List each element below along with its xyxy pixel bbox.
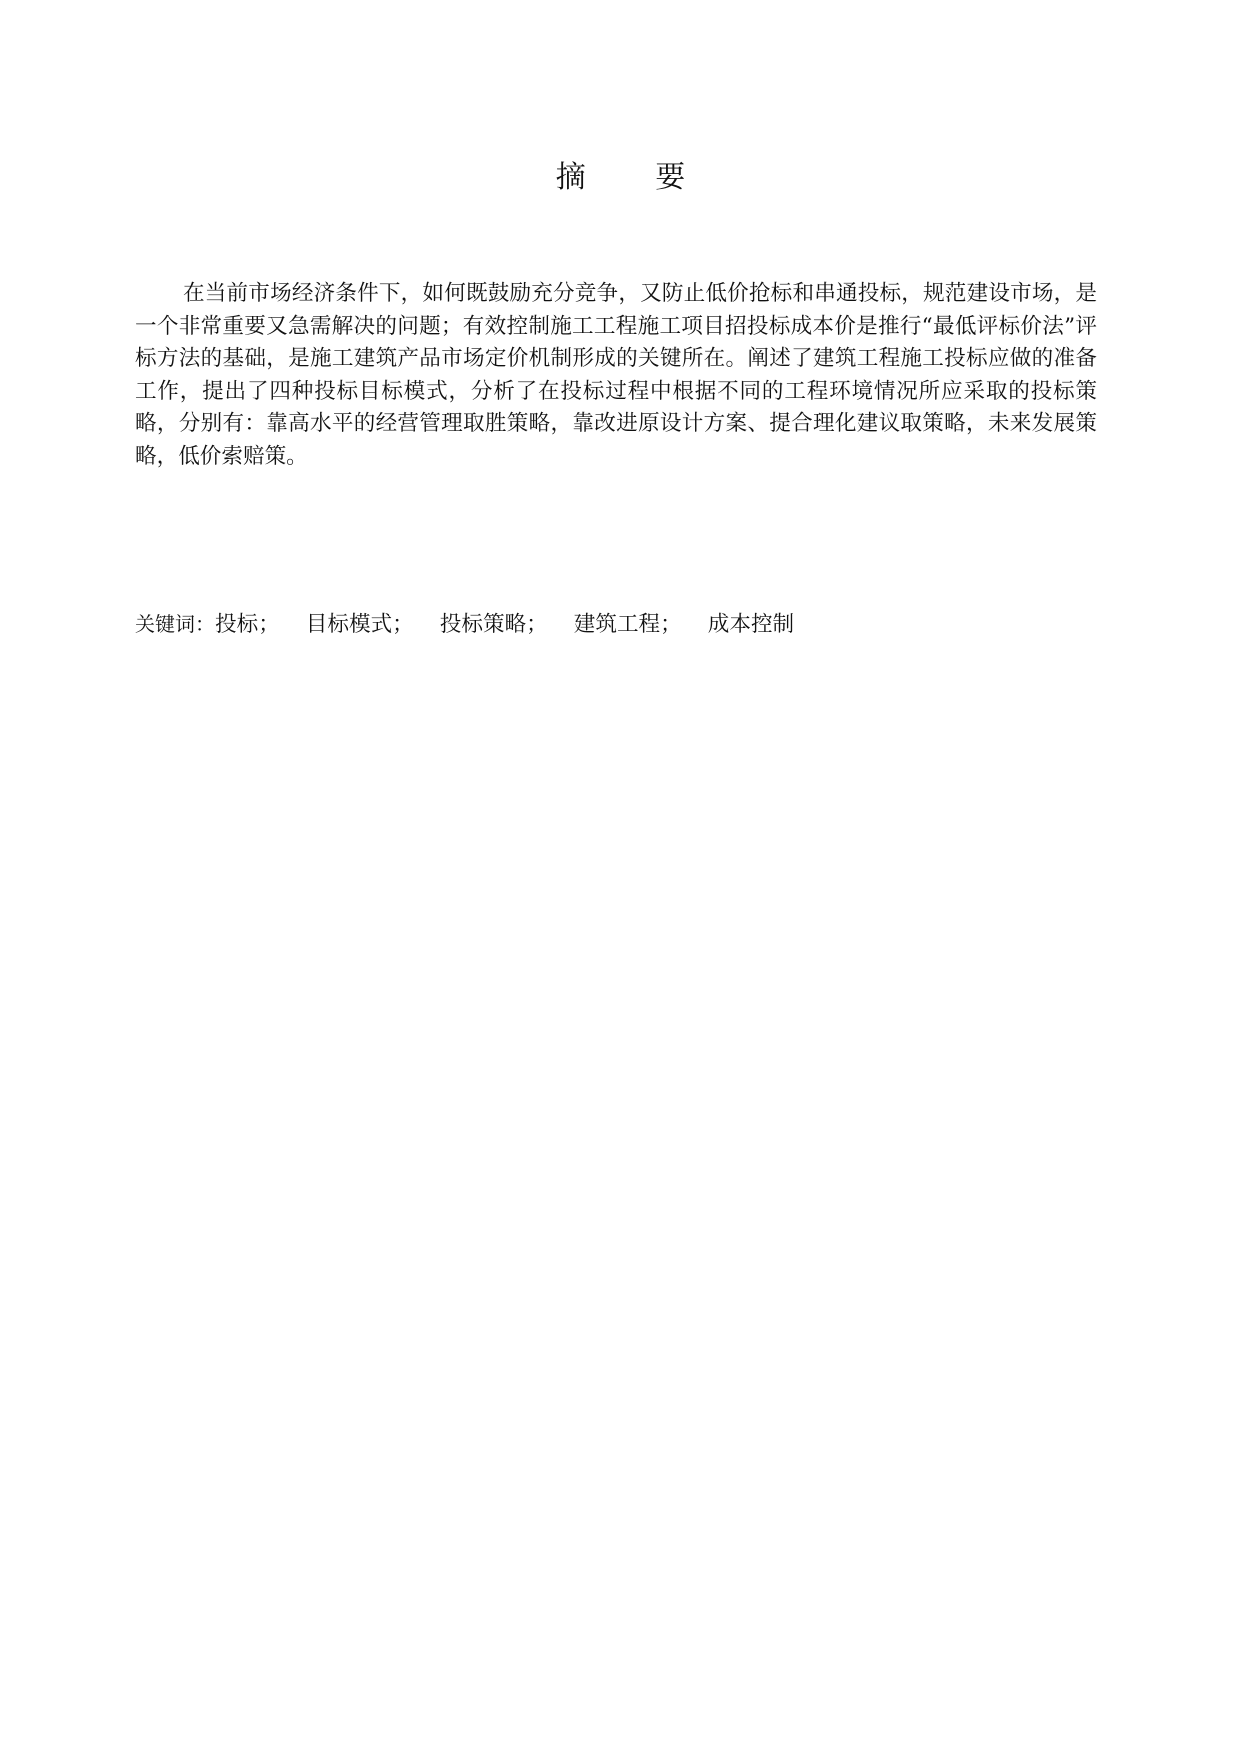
keyword: 成本控制 xyxy=(707,612,795,637)
keyword: 目标模式； xyxy=(305,612,414,637)
keywords-label: 关键词： xyxy=(135,612,215,636)
abstract-body: 在当前市场经济条件下，如何既鼓励充分竞争，又防止低价抢标和串通投标，规范建设市场，是一个非常重要又急需解决的问题；有效控制施工工程施工项目招投标成本价是推行“最低评标价法”评标方法的基础，是施工建筑产品市场定价机制形成的关键所在。阐述了建筑工程施工投标应做的准备工作，提出了四种投标目标模式，分析了在投标过程中根据不同的工程环境情况所应采取的投标策略，分别有：靠高水平的经营管理取胜策略，靠改进原设计方案、提合理化建议取策略，未来发展策略，低价索赔策。 xyxy=(135,281,1097,469)
keyword: 投标策略； xyxy=(439,612,548,637)
keywords-line xyxy=(135,608,1097,641)
abstract-title: 摘 要 xyxy=(555,160,716,195)
keyword: 投标； xyxy=(215,612,280,637)
keyword: 建筑工程； xyxy=(573,612,682,637)
